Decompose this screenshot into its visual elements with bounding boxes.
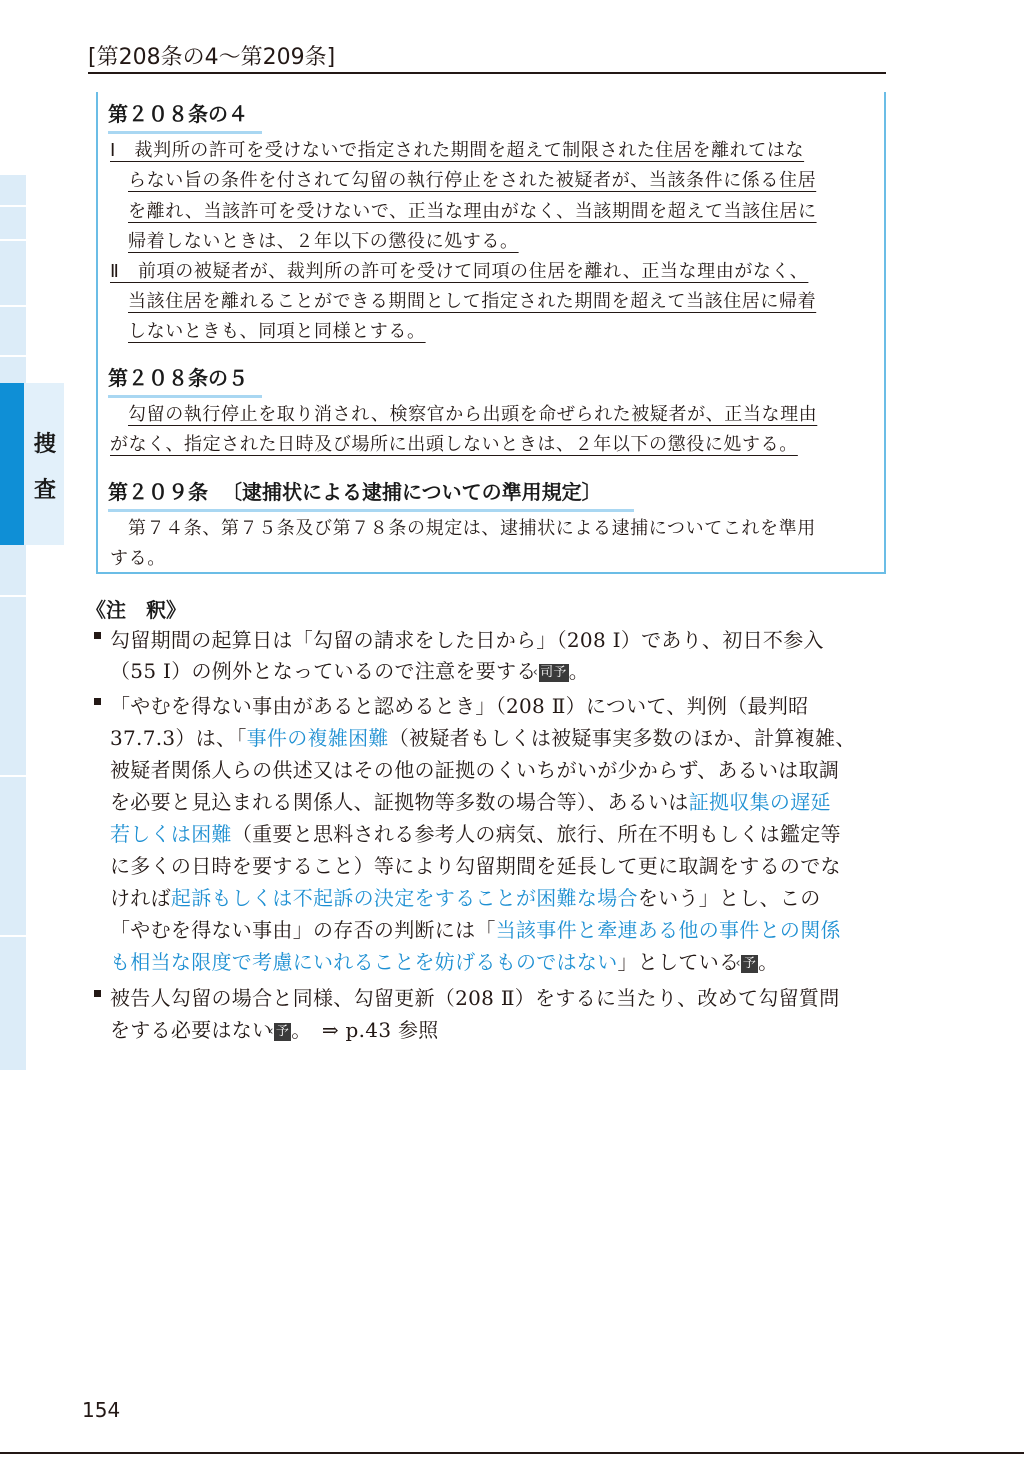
note-line [110, 655, 589, 684]
statute-line: 当該住居を離れることができる期間として指定された期間を超えて当該住居に帰着 [128, 291, 817, 312]
statute-line: しないときも、同項と同様とする。 [128, 321, 426, 342]
note-line [110, 786, 831, 815]
article-title-text: 第２０９条 [108, 480, 208, 504]
statute-line: する。 [110, 548, 166, 569]
title-underline [108, 131, 262, 134]
statute-line: 第７４条、第７５条及び第７８条の規定は、逮捕状による逮捕についてこれを準用 [128, 518, 816, 539]
strip-divider [0, 205, 26, 207]
statute-line: Ⅱ 前項の被疑者が、裁判所の許可を受けて同項の住居を離れ、正当な理由がなく、 [110, 261, 809, 282]
running-title: [第208条の4〜第209条] [88, 45, 336, 70]
note-text: を必要と見込まれる関係人、証拠物等多数の場合等）、あるいは [110, 790, 689, 814]
note-text: （55 Ⅰ）の例外となっているので注意を要する [110, 659, 537, 683]
note-text: 。 [568, 659, 590, 683]
note-line: 「やむを得ない事由があると認めるとき」（208 Ⅱ）について、判例（最判昭 [110, 694, 809, 718]
bullet-marker [94, 632, 101, 639]
exam-reference-icon: ‹ 予 [274, 1023, 291, 1041]
bullet-marker [94, 698, 101, 705]
statute-box [96, 92, 886, 574]
statute-line: Ⅰ 裁判所の許可を受けないで指定された期間を超えて制限された住居を離れてはな [110, 140, 805, 161]
title-underline [108, 395, 262, 398]
note-text: 「やむを得ない事由」の存否の判断には「 [110, 918, 496, 942]
statute-line: 勾留の執行停止を取り消され、検察官から出頭を命ぜられた被疑者が、正当な理由 [128, 404, 818, 425]
exam-reference-icon: ‹ 予 [741, 955, 758, 973]
highlight-text: 証拠収集の遅延 [688, 790, 831, 814]
article-209-title [108, 476, 602, 505]
note-text: ければ [110, 886, 171, 910]
tab-char: 査 [33, 478, 56, 503]
note-line: 被告人勾留の場合と同様、勾留更新（208 Ⅱ）をするに当たり、改めて勾留質問 [110, 986, 840, 1010]
side-index-strip [0, 175, 26, 1070]
page-number: 154 [82, 1398, 121, 1422]
tab-accent-bar [0, 383, 24, 545]
strip-divider [0, 239, 26, 241]
article-title-text: 第２０８条の４ [108, 102, 248, 126]
article-208-5-title [108, 362, 248, 391]
bullet-marker [94, 990, 101, 997]
note-line [110, 946, 778, 975]
highlight-text: 当該事件と牽連ある他の事件との関係 [495, 918, 841, 942]
statute-line: がなく、指定された日時及び場所に出頭しないときは、２年以下の懲役に処する。 [110, 434, 798, 455]
highlight-text: も相当な限度で考慮にいれることを妨げるものではない [110, 950, 618, 974]
note-text: 37.7.3）は、「 [110, 726, 247, 750]
highlight-text: 事件の複雑困難 [246, 726, 389, 750]
note-line [110, 882, 821, 911]
note-line [110, 722, 856, 751]
notes-heading: 《注 釈》 [86, 598, 186, 622]
statute-line: を離れ、当該許可を受けないで、正当な理由がなく、当該期間を超えて当該住居に [128, 201, 817, 222]
note-text: 」としている [617, 950, 740, 974]
note-line [110, 914, 841, 943]
note-text: をいう」とし、この [637, 886, 821, 910]
note-text: をする必要はない [110, 1018, 273, 1042]
note-line: 勾留期間の起算日は「勾留の請求をした日から」（208 Ⅰ）であり、初日不参入 [110, 628, 824, 652]
note-line [110, 818, 841, 847]
strip-divider [0, 775, 26, 777]
article-caption: 〔逮捕状による逮捕についての準用規定〕 [222, 480, 602, 504]
note-line [110, 1014, 439, 1043]
strip-divider [0, 355, 26, 357]
strip-divider [0, 595, 26, 597]
exam-reference-icon: ‹ 司予 [539, 664, 569, 682]
highlight-text: 若しくは困難 [110, 822, 232, 846]
chapter-tab-investigation [0, 383, 64, 545]
article-title-text: 第２０８条の５ [108, 366, 248, 390]
statute-line: 帰着しないときは、２年以下の懲役に処する。 [128, 231, 519, 252]
note-text: （重要と思料される参考人の病気、旅行、所在不明もしくは鑑定等 [231, 822, 841, 846]
note-text: 。 [758, 950, 779, 974]
strip-divider [0, 935, 26, 937]
footer-rule [0, 1452, 1024, 1454]
note-line: に多くの日時を要すること）等により勾留期間を延長して更に取調をするのでな [110, 854, 841, 878]
strip-divider [0, 305, 26, 307]
title-underline [108, 509, 634, 512]
note-line: 被疑者関係人らの供述又はその他の証拠のくいちがいが少からず、あるいは取調 [110, 758, 840, 782]
statute-line: らない旨の条件を付されて勾留の執行停止をされた被疑者が、当該条件に係る住居 [128, 170, 817, 191]
header-rule [88, 72, 886, 74]
note-text: （被疑者もしくは被疑事実多数のほか、計算複雑、 [388, 726, 856, 750]
tab-char: 捜 [33, 432, 56, 457]
note-text: 。 ⇒ p.43 参照 [291, 1018, 439, 1042]
article-208-4-title [108, 98, 248, 127]
highlight-text: 起訴もしくは不起訴の決定をすることが困難な場合 [170, 886, 638, 910]
